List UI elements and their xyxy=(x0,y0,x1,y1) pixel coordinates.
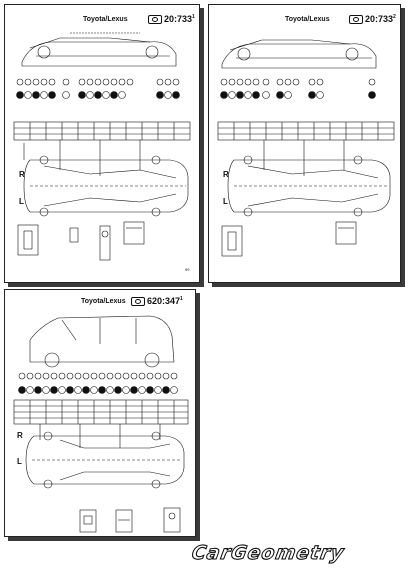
sheet-2-dir-l: L xyxy=(223,197,228,206)
sheet-3-code-sup: 1 xyxy=(180,296,183,302)
sheet-2-code-sup: 2 xyxy=(393,14,396,20)
cargeometry-logo: CarGeometry xyxy=(190,542,347,564)
sheet-3-brand: Toyota/Lexus xyxy=(81,298,126,305)
sheet-3-dimension-table xyxy=(14,400,188,424)
sheet-3-point-circles xyxy=(19,373,178,394)
sheet-1-top-view xyxy=(24,140,188,216)
sheet-2-side-view xyxy=(222,40,376,68)
sheet-1-dir-l: L xyxy=(19,197,24,206)
sheet-2-dimension-table xyxy=(218,122,394,140)
sheet-2-point-circles xyxy=(221,79,376,99)
sheet-3-dir-l: L xyxy=(17,457,22,466)
sheet-1-code-sup: 1 xyxy=(192,14,195,20)
sheet-1-detail-symbols xyxy=(18,222,144,260)
sheet-2-code-text: 20:733 xyxy=(365,14,394,24)
sheet-1-brand: Toyota/Lexus xyxy=(83,16,128,23)
sheet-2-detail-symbols xyxy=(222,222,356,256)
sheet-2-brand: Toyota/Lexus xyxy=(285,16,330,23)
sheet-1-dir-r: R xyxy=(19,170,25,179)
sheet-2-top-view xyxy=(228,140,390,216)
sheet-1-page-number: 99 xyxy=(185,267,190,272)
sheet-1-code-text: 20:733 xyxy=(164,14,193,24)
sheet-3-detail-symbols xyxy=(80,508,180,532)
sheet-3-side-view xyxy=(30,316,174,367)
sheet-3-code-text: 620:347 xyxy=(147,296,181,306)
sheet-1-side-view xyxy=(22,33,176,66)
sheet-3-top-view xyxy=(26,424,184,488)
sheet-1-dimension-table xyxy=(14,122,190,140)
sheet-3-dir-r: R xyxy=(17,431,23,440)
sheet-1-point-circles xyxy=(17,79,180,99)
sheet-2-dir-r: R xyxy=(223,170,229,179)
